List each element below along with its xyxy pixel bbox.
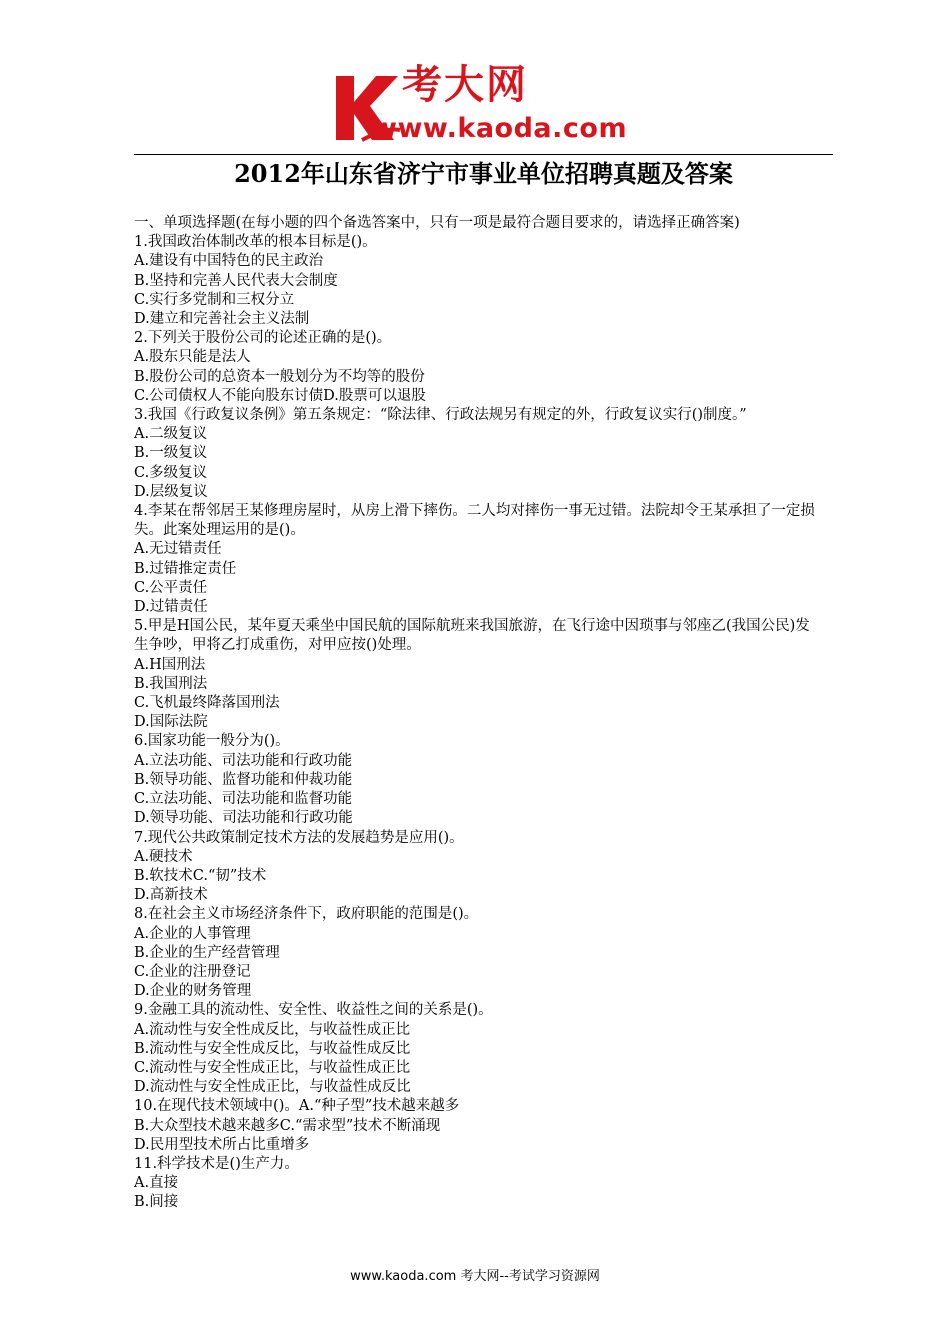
option-line: C.企业的注册登记	[134, 963, 251, 980]
kaoda-logo	[332, 62, 652, 152]
section-heading: 一、单项选择题(在每小题的四个备选答案中，只有一项是最符合题目要求的，请选择正确答案)	[134, 215, 740, 231]
option-line: B.过错推定责任	[134, 560, 237, 577]
option-line: C.飞机最终降落国刑法	[134, 695, 280, 712]
option-line: A.建设有中国特色的民主政治	[134, 253, 324, 270]
option-line: D.建立和完善社会主义法制	[134, 311, 310, 328]
option-line: C.多级复议	[134, 464, 208, 481]
exam-content	[134, 214, 824, 1213]
page-title: 2012年山东省济宁市事业单位招聘真题及答案	[234, 159, 733, 188]
option-line: D.领导功能、司法功能和行政功能	[134, 810, 353, 827]
option-line: A.流动性与安全性成反比，与收益性成正比	[134, 1021, 411, 1038]
option-line: A.二级复议	[134, 426, 208, 443]
option-line: B.坚持和完善人民代表大会制度	[134, 272, 338, 289]
option-line: A.股东只能是法人	[134, 349, 251, 366]
option-line: C.公平责任	[134, 579, 208, 596]
option-line: B.我国刑法	[134, 675, 208, 692]
logo-url: www.kaoda.com	[372, 113, 628, 144]
question-4: 4.李某在帮邻居王某修理房屋时，从房上滑下摔伤。二人均对摔伤一事无过错。法院却令王某承担了一定损失。此案处理运用的是()。	[134, 503, 815, 539]
option-line: B.大众型技术越来越多C.“需求型”技术不断涌现	[134, 1117, 441, 1134]
logo-chinese-name: 考大网	[402, 62, 528, 108]
question-8: 8.在社会主义市场经济条件下，政府职能的范围是()。	[134, 906, 479, 923]
question-6: 6.国家功能一般分为()。	[134, 733, 290, 750]
option-line: B.流动性与安全性成反比，与收益性成反比	[134, 1040, 411, 1057]
option-line: A.企业的人事管理	[134, 925, 251, 942]
option-line: D.层级复议	[134, 483, 208, 500]
option-line: B.间接	[134, 1194, 179, 1211]
option-line: B.软技术C.“韧”技术	[134, 867, 267, 884]
option-line: A.H国刑法	[134, 656, 206, 673]
option-line: B.一级复议	[134, 445, 208, 462]
question-10: 10.在现代技术领域中()。A.“种子型”技术越来越多	[134, 1098, 460, 1115]
question-7: 7.现代公共政策制定技术方法的发展趋势是应用()。	[134, 829, 464, 846]
option-line: C.流动性与安全性成正比，与收益性成正比	[134, 1059, 411, 1076]
option-line: C.实行多党制和三权分立	[134, 291, 295, 308]
option-line: C.立法功能、司法功能和监督功能	[134, 791, 353, 808]
question-9: 9.金融工具的流动性、安全性、收益性之间的关系是()。	[134, 1002, 493, 1019]
question-3: 3.我国《行政复议条例》第五条规定：“除法律、行政法规另有规定的外，行政复议实行()制度。”	[134, 407, 747, 424]
option-line: A.立法功能、司法功能和行政功能	[134, 752, 353, 769]
option-line: B.股份公司的总资本一般划分为不均等的股份	[134, 368, 425, 385]
option-line: D.民用型技术所占比重增多	[134, 1136, 310, 1153]
option-line: B.企业的生产经营管理	[134, 944, 280, 961]
option-line: D.过错责任	[134, 599, 208, 616]
option-line: D.高新技术	[134, 887, 208, 904]
option-line: A.无过错责任	[134, 541, 222, 558]
option-line: A.硬技术	[134, 848, 193, 865]
question-5: 5.甲是H国公民，某年夏天乘坐中国民航的国际航班来我国旅游，在飞行途中因琐事与邻座乙(我国公民)发生争吵，甲将乙打成重伤，对甲应按()处理。	[134, 618, 810, 654]
option-line: D.国际法院	[134, 714, 208, 731]
option-line: B.领导功能、监督功能和仲裁功能	[134, 771, 353, 788]
question-11: 11.科学技术是()生产力。	[134, 1155, 299, 1172]
option-line: D.企业的财务管理	[134, 983, 252, 1000]
question-1: 1.我国政治体制改革的根本目标是()。	[134, 234, 377, 251]
option-line: C.公司债权人不能向股东讨债D.股票可以退股	[134, 387, 426, 404]
question-2: 2.下列关于股份公司的论述正确的是()。	[134, 330, 392, 347]
header-divider	[134, 154, 833, 155]
option-line: D.流动性与安全性成正比，与收益性成反比	[134, 1079, 411, 1096]
page-footer: www.kaoda.com 考大网--考试学习资源网	[350, 1269, 600, 1284]
option-line: A.直接	[134, 1175, 179, 1192]
